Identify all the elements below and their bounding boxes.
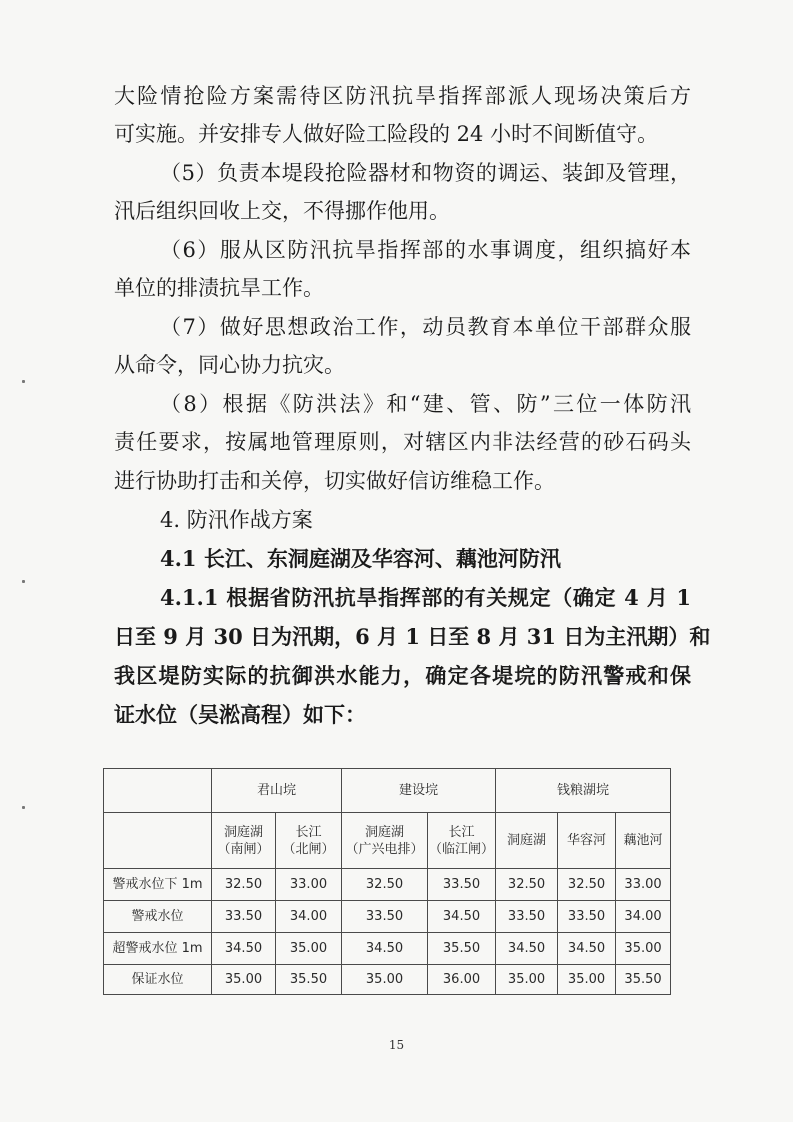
table-cell: 32.50 — [496, 869, 558, 901]
column-header: 洞庭湖 — [496, 813, 558, 869]
table-row — [104, 965, 671, 995]
column-header: 华容河 — [558, 813, 616, 869]
table-cell: 34.50 — [212, 933, 276, 965]
group-header: 建设垸 — [342, 769, 496, 813]
column-header-name: 洞庭湖 — [365, 824, 405, 840]
table-cell: 35.50 — [616, 965, 671, 995]
row-label: 保证水位 — [104, 965, 212, 995]
column-header: 藕池河 — [616, 813, 671, 869]
paragraph-line: （7）做好思想政治工作，动员教育本单位干部群众服 — [160, 315, 691, 339]
table-cell: 35.00 — [496, 965, 558, 995]
paragraph-line: 日至 9 月 30 日为汛期，6 月 1 日至 8 月 31 日为主汛期）和 — [114, 624, 711, 649]
table-cell: 34.50 — [342, 933, 428, 965]
table-cell: 35.50 — [428, 933, 496, 965]
table-cell: 35.00 — [342, 965, 428, 995]
column-header — [212, 813, 276, 869]
column-header-name: 洞庭湖 — [223, 824, 263, 840]
column-header-name: 长江 — [295, 824, 322, 840]
table-row — [104, 901, 671, 933]
row-label: 超警戒水位 1m — [104, 933, 212, 965]
table-cell: 33.50 — [496, 901, 558, 933]
column-header — [342, 813, 428, 869]
section-heading: 4. 防汛作战方案 — [160, 508, 313, 532]
paragraph-line: （8）根据《防洪法》和“建、管、防”三位一体防汛 — [160, 392, 691, 416]
column-header-sub: （广兴电排） — [345, 841, 424, 857]
table-cell: 35.00 — [558, 965, 616, 995]
table-cell: 34.50 — [496, 933, 558, 965]
group-header: 君山垸 — [212, 769, 342, 813]
table-cell: 35.00 — [212, 965, 276, 995]
paragraph-line: 我区堤防实际的抗御洪水能力，确定各堤垸的防汛警戒和保 — [114, 663, 691, 688]
scan-mark — [22, 380, 25, 383]
column-header-sub: （北闸） — [282, 841, 335, 857]
header-empty-cell — [104, 769, 212, 813]
table-cell: 35.50 — [276, 965, 342, 995]
table-row — [104, 869, 671, 901]
paragraph-line: 证水位（吴淞高程）如下： — [114, 702, 366, 727]
group-header: 钱粮湖垸 — [496, 769, 671, 813]
paragraph-line: （6）服从区防汛抗旱指挥部的水事调度，组织搞好本 — [160, 238, 691, 262]
subsection-heading: 4.1 长江、东洞庭湖及华容河、藕池河防汛 — [160, 546, 561, 571]
column-header — [428, 813, 496, 869]
table-cell: 36.00 — [428, 965, 496, 995]
column-header-sub: （临江闸） — [429, 841, 495, 857]
paragraph-line: 汛后组织回收上交，不得挪作他用。 — [114, 199, 450, 223]
column-header — [276, 813, 342, 869]
table-cell: 32.50 — [342, 869, 428, 901]
table-cell: 34.50 — [428, 901, 496, 933]
paragraph-line: 进行协助打击和关停，切实做好信访维稳工作。 — [114, 469, 555, 493]
table-cell: 34.50 — [558, 933, 616, 965]
table-cell: 33.50 — [342, 901, 428, 933]
table-cell: 32.50 — [212, 869, 276, 901]
scan-mark — [22, 580, 25, 583]
paragraph-line: 可实施。并安排专人做好险工险段的 24 小时不间断值守。 — [114, 122, 659, 146]
table-cell: 33.50 — [212, 901, 276, 933]
table-cell: 34.00 — [616, 901, 671, 933]
table-cell: 33.00 — [616, 869, 671, 901]
paragraph-line: （5）负责本堤段抢险器材和物资的调运、装卸及管理， — [160, 161, 691, 185]
water-level-table — [103, 768, 671, 995]
row-label: 警戒水位下 1m — [104, 869, 212, 901]
table-cell: 33.50 — [428, 869, 496, 901]
table-row — [104, 933, 671, 965]
scan-mark — [22, 806, 25, 809]
header-empty-cell — [104, 813, 212, 869]
row-label: 警戒水位 — [104, 901, 212, 933]
paragraph-line: 大险情抢险方案需待区防汛抗旱指挥部派人现场决策后方 — [114, 84, 691, 108]
paragraph-line: 单位的排渍抗旱工作。 — [114, 276, 324, 300]
paragraph-line: 责任要求，按属地管理原则，对辖区内非法经营的砂石码头 — [114, 430, 691, 454]
page-number: 15 — [388, 1038, 405, 1052]
paragraph-line: 从命令，同心协力抗灾。 — [114, 353, 345, 377]
table-cell: 35.00 — [616, 933, 671, 965]
table-cell: 32.50 — [558, 869, 616, 901]
table-cell: 34.00 — [276, 901, 342, 933]
table-cell: 35.00 — [276, 933, 342, 965]
column-header-sub: （南闸） — [217, 841, 270, 857]
column-header-name: 长江 — [448, 824, 475, 840]
table-cell: 33.00 — [276, 869, 342, 901]
table-cell: 33.50 — [558, 901, 616, 933]
paragraph-line: 4.1.1 根据省防汛抗旱指挥部的有关规定（确定 4 月 1 — [160, 585, 691, 610]
